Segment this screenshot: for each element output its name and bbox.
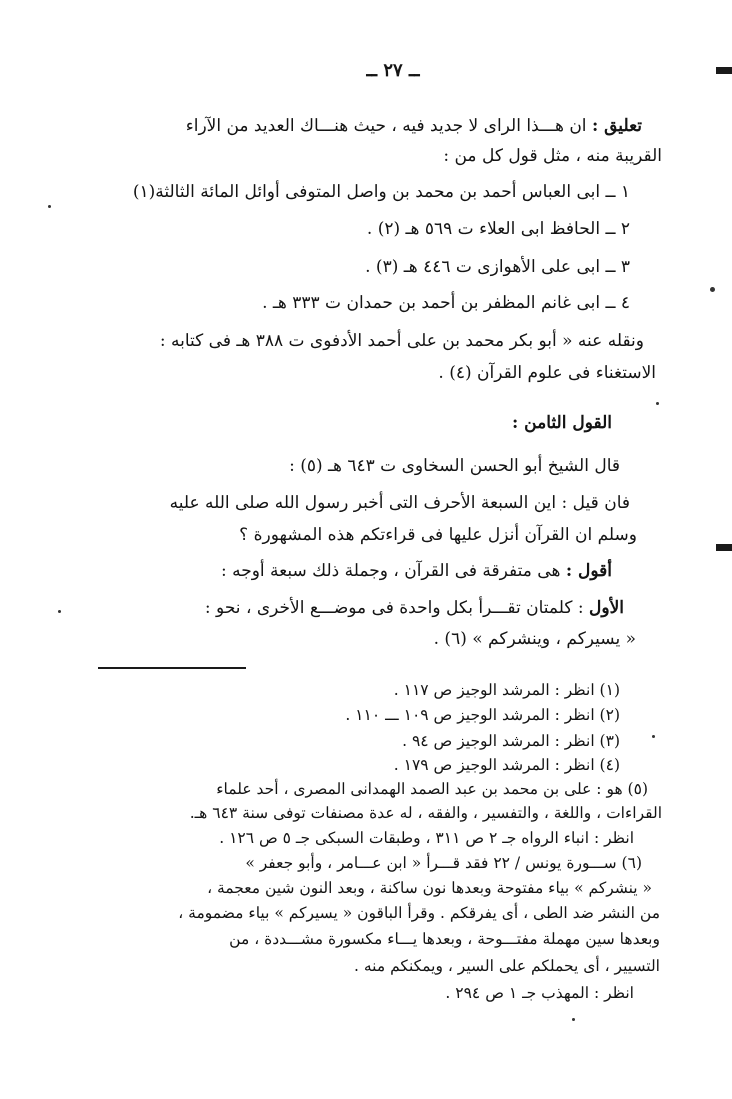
footnote: (٤) انظر : المرشد الوجيز ص ١٧٩ . (393, 756, 620, 774)
scan-speck (656, 402, 659, 405)
footnote: (١) انظر : المرشد الوجيز ص ١١٧ . (393, 681, 620, 699)
footnote-separator (98, 667, 246, 669)
section-heading: القول الثامن : (511, 413, 612, 433)
question-line-2: وسلم ان القرآن أنزل عليها فى قراءتكم هذه المشهورة ؟ (239, 525, 637, 545)
footnote-continuation: من النشر ضد الطى ، أى يفرقكم . وقرأ الباقون « يسيركم » بياء مضمومة ، (178, 904, 660, 922)
footnote-continuation: انظر : المهذب جـ ١ ص ٢٩٤ . (445, 984, 634, 1002)
list-item: ١ ــ ابى العباس أحمد بن محمد بن واصل المتوفى أوائل المائة الثالثة(١) (132, 182, 630, 202)
footnote: (٥) هو : على بن محمد بن عبد الصمد الهمدانى المصرى ، أحد علماء (216, 780, 648, 798)
footnote: (٢) انظر : المرشد الوجيز ص ١٠٩ ـــ ١١٠ . (345, 706, 620, 724)
answer-line (221, 560, 612, 582)
first-way-line (205, 597, 624, 619)
transmission-line-1: ونقله عنه « أبو بكر محمد بن على أحمد الأدفوى ت ٣٨٨ هـ فى كتابه : (159, 331, 644, 351)
footnote: (٣) انظر : المرشد الوجيز ص ٩٤ . (402, 732, 620, 750)
question-line-1: فان قيل : اين السبعة الأحرف التى أخبر رسول الله صلى الله عليه (169, 493, 630, 513)
scan-speck (58, 610, 61, 613)
first-way-text: : كلمتان تقـــرأ بكل واحدة فى موضـــع الأخرى ، نحو : (204, 598, 584, 618)
page-number: ــ ٢٧ ــ (366, 60, 420, 81)
footnote-continuation: القراءات ، واللغة ، والتفسير ، والفقه ، له عدة مصنفات توفى سنة ٦٤٣ هـ. (189, 804, 662, 822)
list-item: ٤ ــ ابى غانم المظفر بن أحمد بن حمدان ت ٣٣٣ هـ . (262, 293, 630, 313)
scan-mark (716, 544, 732, 551)
footnote-continuation: التسيير ، أى يحملكم على السير ، ويمكنكم منه . (354, 957, 660, 975)
scan-mark (716, 67, 732, 74)
footnote: (٦) ســـورة يونس / ٢٢ فقد قـــرأ « ابن عـــامر ، وأبو جعفر » (245, 854, 642, 872)
answer-text: هى متفرقة فى القرآن ، وجملة ذلك سبعة أوجه : (220, 561, 561, 581)
footnote-continuation: وبعدها سين مهملة مفتـــوحة ، وبعدها يـــاء مكسورة مشـــددة ، من (229, 930, 660, 948)
first-way-label: الأول (589, 598, 624, 618)
scan-speck (652, 735, 655, 738)
footnote-continuation: انظر : انباء الرواه جـ ٢ ص ٣١١ ، وطبقات السبكى جـ ٥ ص ١٢٦ . (219, 829, 634, 847)
transmission-line-2: الاستغناء فى علوم القرآن (٤) . (438, 363, 656, 383)
scan-speck (48, 205, 51, 208)
scan-speck (572, 1018, 575, 1021)
first-way-line-2: « يسيركم ، وينشركم » (٦) . (433, 629, 636, 649)
comment-text: ان هـــذا الرای لا جدید فیه ، حیث هنـــاك العدید من الآراء (185, 116, 587, 136)
eighth-intro: قال الشيخ أبو الحسن السخاوى ت ٦٤٣ هـ (٥) : (289, 456, 620, 476)
comment-line-2: القريبة منه ، مثل قول كل من : (443, 146, 662, 166)
answer-label: أقول : (565, 561, 612, 581)
list-item: ٢ ــ الحافظ ابى العلاء ت ٥٦٩ هـ (٢) . (366, 219, 630, 239)
scan-speck (710, 287, 715, 292)
comment-label: تعليق : (591, 116, 642, 136)
list-item: ٣ ــ ابى على الأهوازى ت ٤٤٦ هـ (٣) . (365, 257, 630, 277)
comment-line-1 (186, 115, 642, 137)
footnote-continuation: « ينشركم » بياء مفتوحة وبعدها نون ساكنة ، وبعد النون شين معجمة ، (207, 879, 652, 897)
